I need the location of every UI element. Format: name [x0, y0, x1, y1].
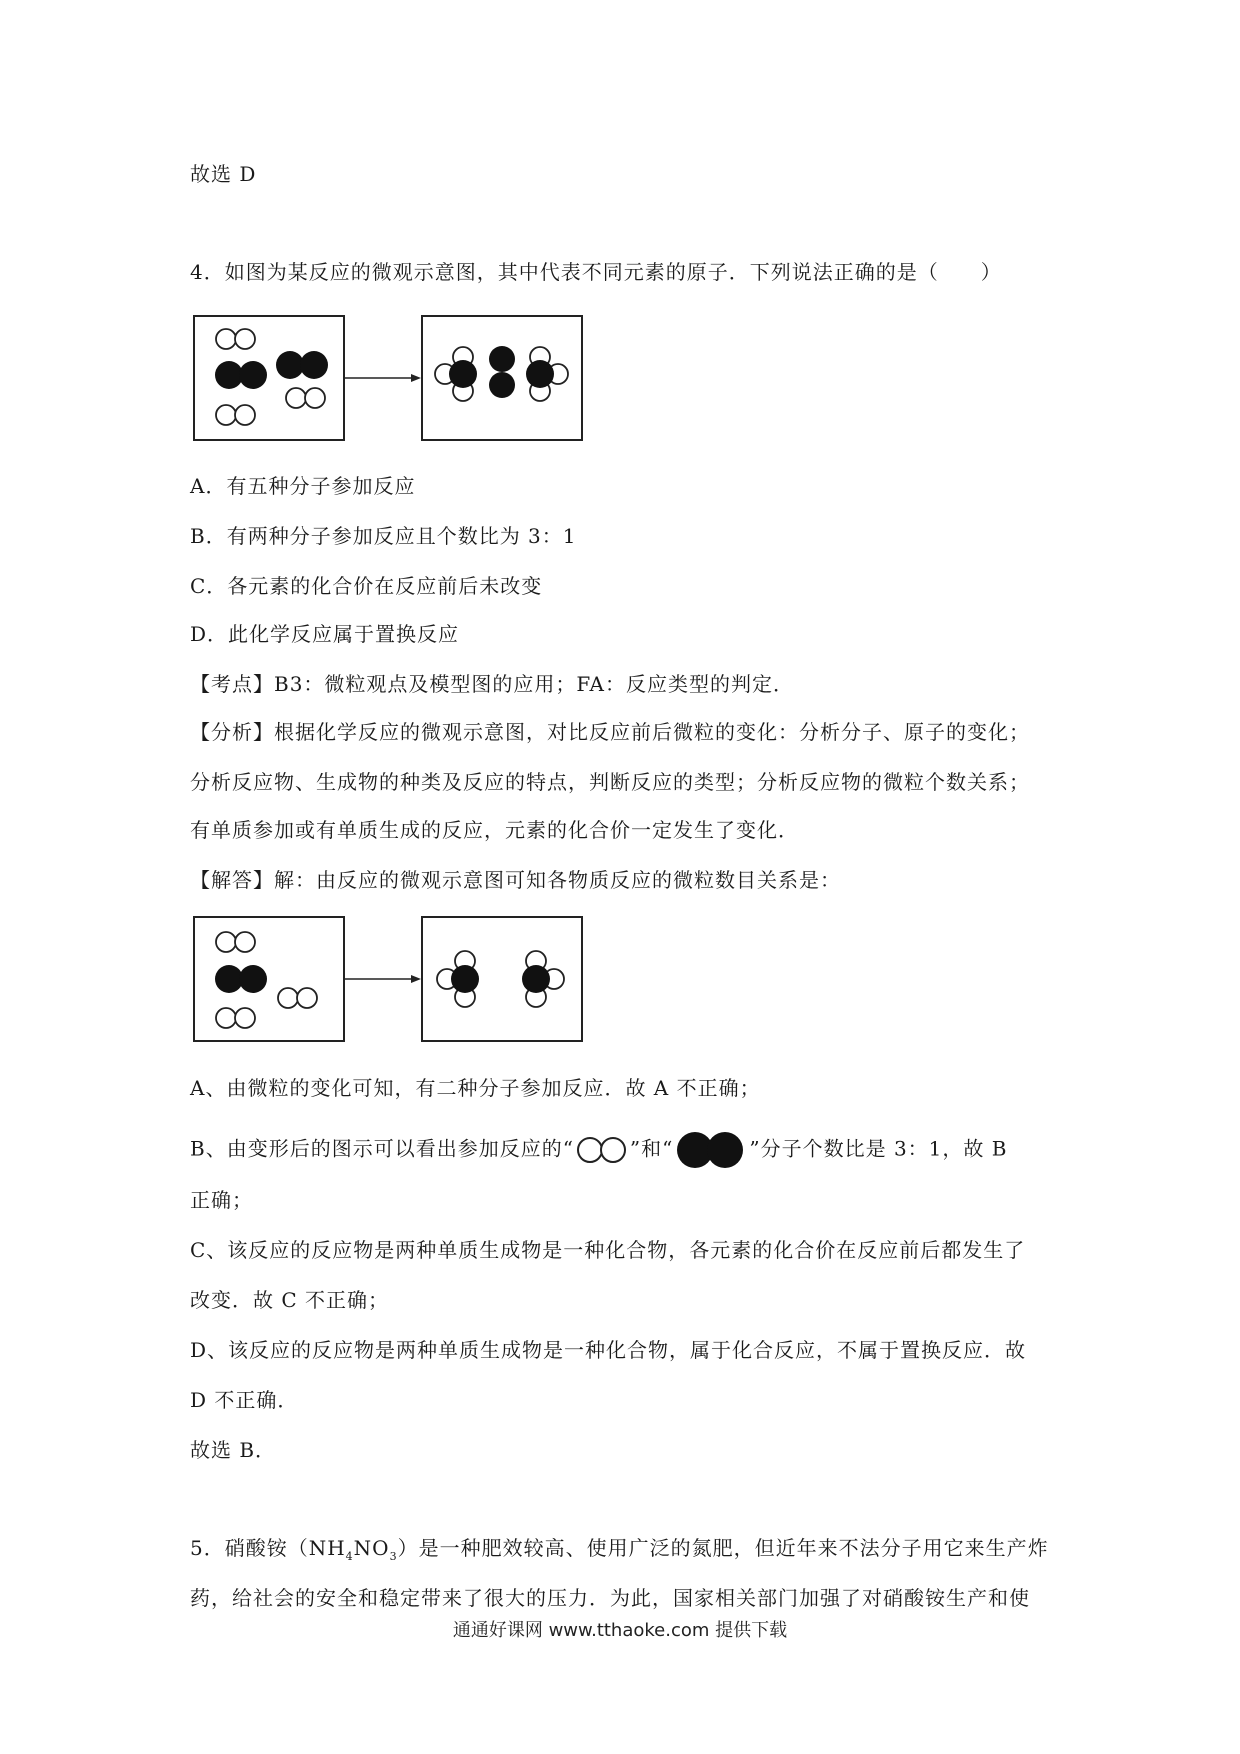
- jieda-d-2: D 不正确．: [190, 1388, 299, 1412]
- reaction-diagram-2: [193, 916, 585, 1046]
- black-diatomic-molecule-icon: [673, 1130, 749, 1170]
- jieda-a: A、由微粒的变化可知，有二种分子参加反应．故 A 不正确；: [190, 1076, 761, 1100]
- question-5-line-2: 药，给社会的安全和稳定带来了很大的压力．为此，国家相关部门加强了对硝酸铵生产和使: [190, 1586, 1030, 1610]
- jieda-c-2: 改变．故 C 不正确；: [190, 1288, 390, 1312]
- page-footer: 通通好课网 www.tthaoke.com 提供下载: [452, 1620, 788, 1641]
- question-5-line-1: [190, 1534, 1049, 1571]
- jieda-d-1: D、该反应的反应物是两种单质生成物是一种化合物，属于化合反应，不属于置换反应．故: [190, 1338, 1027, 1362]
- white-diatomic-molecule-icon: [574, 1135, 630, 1165]
- jieda-intro: 【解答】解：由反应的微观示意图可知各物质反应的微粒数目关系是：: [190, 868, 841, 892]
- jieda-b-mid: ”和“: [629, 1136, 674, 1161]
- fenxi-line-3: 有单质参加或有单质生成的反应，元素的化合价一定发生了变化．: [190, 818, 799, 842]
- reaction-diagram-1: [193, 315, 585, 445]
- q5-sub-3: 3: [389, 1550, 398, 1563]
- option-b: B．有两种分子参加反应且个数比为 3：1: [190, 524, 577, 548]
- question-4-answer: 故选 B．: [190, 1438, 277, 1462]
- jieda-b-prefix: B、由变形后的图示可以看出参加反应的“: [190, 1136, 574, 1161]
- jieda-b-cont: 正确；: [190, 1188, 253, 1212]
- fenxi-line-2: 分析反应物、生成物的种类及反应的特点，判断反应的类型；分析反应物的微粒个数关系；: [190, 770, 1030, 794]
- fenxi-line-1: 【分析】根据化学反应的微观示意图，对比反应前后微粒的变化：分析分子、原子的变化；: [190, 720, 1030, 744]
- question-4-stem: 4．如图为某反应的微观示意图，其中代表不同元素的原子．下列说法正确的是（ ）: [190, 260, 1002, 284]
- kaodian: 【考点】B3：微粒观点及模型图的应用；FA：反应类型的判定．: [190, 672, 795, 696]
- option-a: A．有五种分子参加反应: [190, 474, 416, 498]
- q5-line1-mid: NO: [353, 1536, 390, 1560]
- q5-line1-post: ）是一种肥效较高、使用广泛的氮肥，但近年来不法分子用它来生产炸: [397, 1536, 1049, 1560]
- jieda-c-1: C、该反应的反应物是两种单质生成物是一种化合物，各元素的化合价在反应前后都发生了: [190, 1238, 1026, 1262]
- option-c: C．各元素的化合价在反应前后未改变: [190, 574, 543, 598]
- jieda-b-line: [190, 1130, 1007, 1170]
- option-d: D．此化学反应属于置换反应: [190, 622, 460, 646]
- jieda-b-suffix: ”分子个数比是 3：1，故 B: [749, 1136, 1008, 1161]
- previous-answer: 故选 D: [190, 162, 257, 186]
- q5-line1-pre: 5．硝酸铵（NH: [190, 1536, 346, 1560]
- q5-sub-4: 4: [345, 1550, 354, 1563]
